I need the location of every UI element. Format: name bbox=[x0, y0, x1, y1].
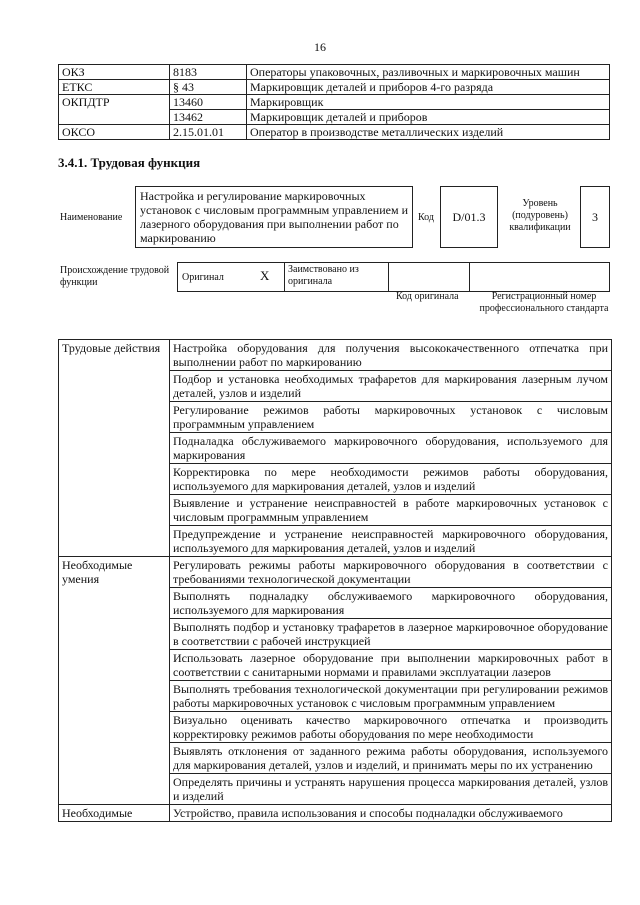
number-cell: 2.15.01.01 bbox=[170, 125, 247, 140]
table-cell: Выполнять требования технологической документации при регулировании режимов работы маркировочных установок с числовым программным управлением bbox=[170, 681, 612, 712]
row-label: Необходимые bbox=[59, 805, 170, 822]
code-original-label: Код оригинала bbox=[396, 291, 459, 302]
number-cell: 13460 bbox=[170, 95, 247, 110]
original-mark: X bbox=[260, 268, 270, 283]
name-label: Наименование bbox=[60, 212, 123, 223]
table-row bbox=[59, 80, 610, 95]
name-cell: Маркировщик bbox=[247, 95, 610, 110]
table-cell: Подналадка обслуживаемого маркировочного оборудования, используемого для маркирования bbox=[170, 433, 612, 464]
name-cell: Операторы упаковочных, разливочных и маркировочных машин bbox=[247, 65, 610, 80]
name-cell: Оператор в производстве металлических изделий bbox=[247, 125, 610, 140]
table-cell: Выявление и устранение неисправностей в работе маркировочных установок с числовым программным управлением bbox=[170, 495, 612, 526]
table-row bbox=[59, 340, 612, 371]
code-cell: ЕТКС bbox=[59, 80, 170, 95]
section-title: 3.4.1. Трудовая функция bbox=[58, 155, 201, 170]
table-cell: Подбор и установка необходимых трафаретов для маркирования лазерным лучом деталей, узлов и изделий bbox=[170, 371, 612, 402]
level-label: Уровень (подуровень) квалификации bbox=[509, 198, 571, 233]
table-cell: Визуально оценивать качество маркировочного отпечатка и производить корректировку режимов работы оборудования по мере необходимости bbox=[170, 712, 612, 743]
table-row bbox=[59, 557, 612, 588]
divider bbox=[469, 262, 470, 292]
table-cell: Выполнять подбор и установку трафаретов в лазерное маркировочное оборудование в соответствии с рабочей инструкцией bbox=[170, 619, 612, 650]
table-cell: Выполнять подналадку обслуживаемого маркировочного оборудования, используемого для маркирования bbox=[170, 588, 612, 619]
number-cell: 8183 bbox=[170, 65, 247, 80]
table-cell: Корректировка по мере необходимости режимов работы оборудования, используемого для маркирования деталей, узлов и изделий bbox=[170, 464, 612, 495]
origin-row bbox=[177, 262, 610, 292]
original-label: Оригинал bbox=[182, 272, 224, 283]
code-cell: ОКЗ bbox=[59, 65, 170, 80]
table-row bbox=[59, 125, 610, 140]
table-row bbox=[59, 805, 612, 822]
function-code: D/01.3 bbox=[440, 186, 498, 248]
table-cell: Регулирование режимов работы маркировочных установок с числовым программным управлением bbox=[170, 402, 612, 433]
table-cell: Регулировать режимы работы маркировочного оборудования в соответствии с требованиями технологической документации bbox=[170, 557, 612, 588]
table-row bbox=[59, 65, 610, 80]
divider bbox=[284, 262, 285, 292]
name-cell: Маркировщик деталей и приборов 4-го разряда bbox=[247, 80, 610, 95]
table-cell: Устройство, правила использования и способы подналадки обслуживаемого bbox=[170, 805, 612, 822]
origin-label: Происхождение трудовой функции bbox=[60, 265, 170, 288]
table-cell: Использовать лазерное оборудование при выполнении маркировочных работ в соответствии с санитарными нормами и правилами эксплуатации лазеров bbox=[170, 650, 612, 681]
reg-number-label: Регистрационный номер профессионального стандарта bbox=[479, 291, 609, 314]
table-cell: Определять причины и устранять нарушения процесса маркирования деталей, узлов и изделий bbox=[170, 774, 612, 805]
code-cell: ОКПДТР bbox=[59, 95, 170, 125]
row-label: Необходимые умения bbox=[59, 557, 170, 805]
divider bbox=[388, 262, 389, 292]
number-cell: 13462 bbox=[170, 110, 247, 125]
borrowed-label: Заимствовано из оригинала bbox=[288, 264, 359, 287]
table-cell: Предупреждение и устранение неисправностей маркировочного оборудования, используемого для маркирования деталей, узлов и изделий bbox=[170, 526, 612, 557]
codes-table bbox=[58, 64, 610, 140]
function-name: Настройка и регулирование маркировочных установок с числовым программным управлением и лазерного оборудования при выполнении работ по маркированию bbox=[135, 186, 413, 248]
table-cell: Выявлять отклонения от заданного режима работы оборудования, используемого для маркирования деталей, узлов и изделий, и принимать меры по их устранению bbox=[170, 743, 612, 774]
table-cell: Настройка оборудования для получения высококачественного отпечатка при выполнении работ по маркированию bbox=[170, 340, 612, 371]
level-value: 3 bbox=[580, 186, 610, 248]
name-cell: Маркировщик деталей и приборов bbox=[247, 110, 610, 125]
page-number: 16 bbox=[314, 40, 326, 54]
function-details-table bbox=[58, 339, 612, 822]
code-label: Код bbox=[418, 212, 434, 223]
table-row bbox=[59, 95, 610, 110]
row-label: Трудовые действия bbox=[59, 340, 170, 557]
number-cell: § 43 bbox=[170, 80, 247, 95]
code-cell: ОКСО bbox=[59, 125, 170, 140]
